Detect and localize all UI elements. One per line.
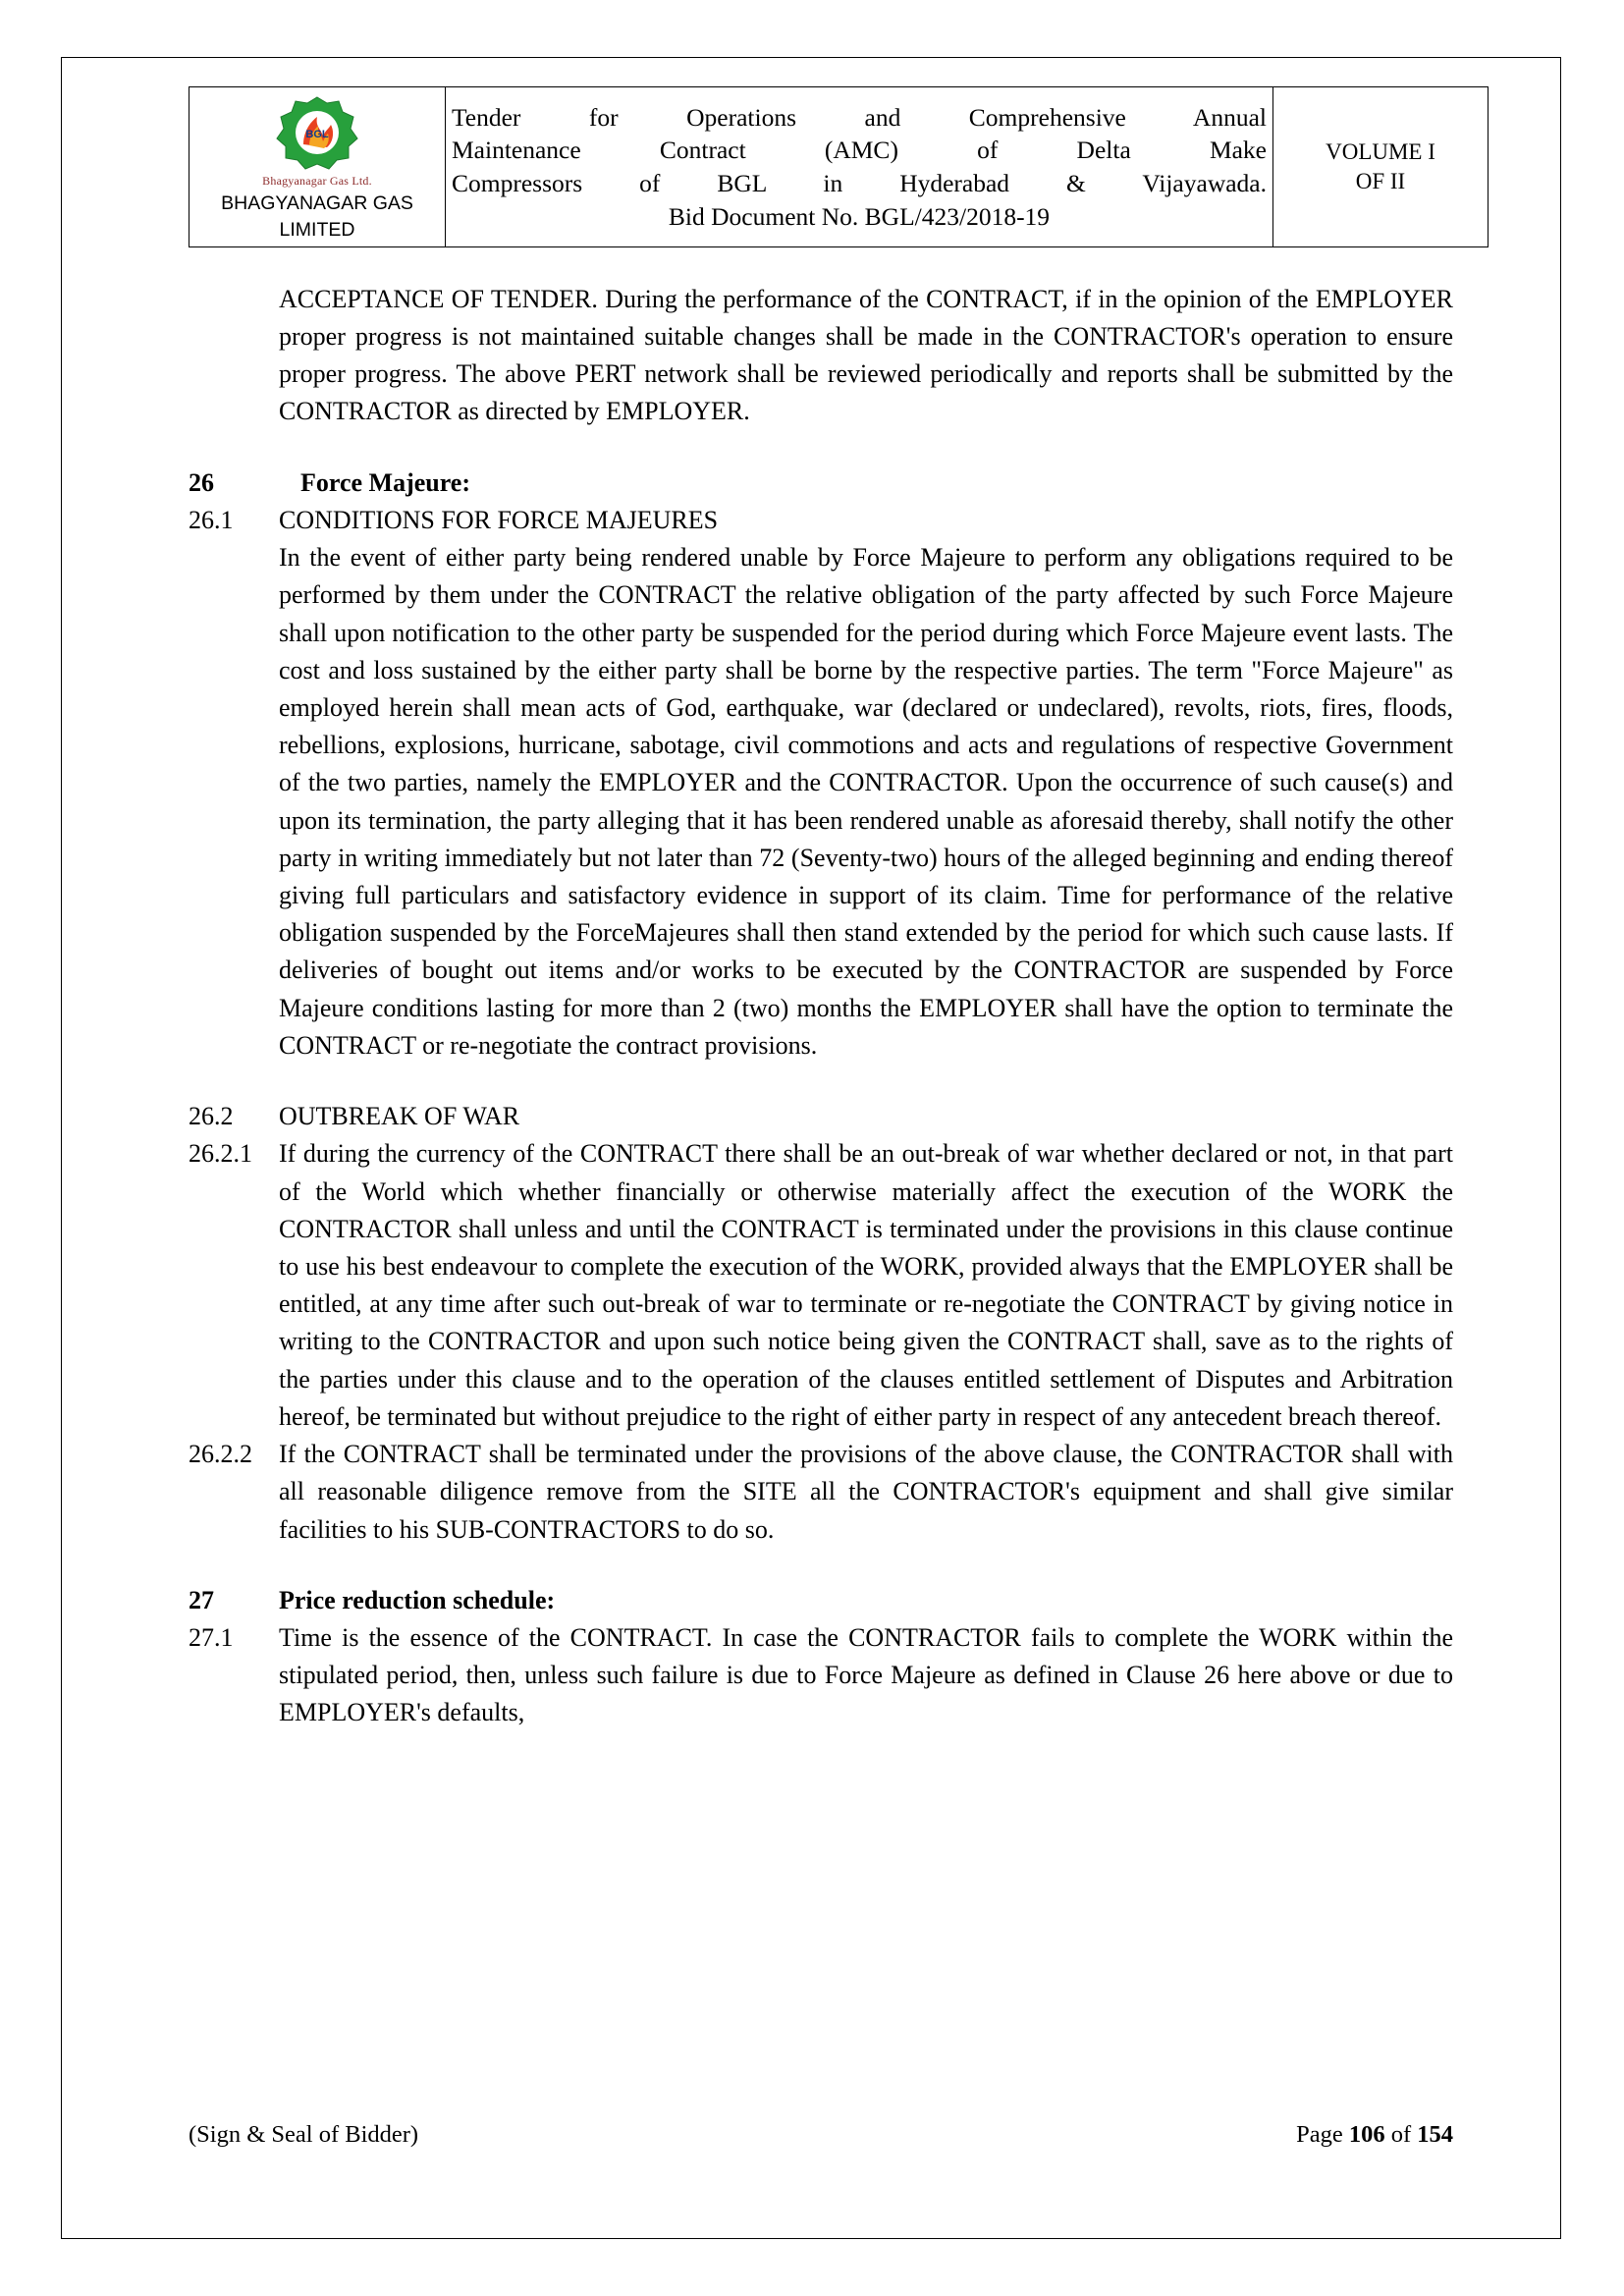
page-footer xyxy=(189,2121,1453,2149)
clause-number-26-2: 26.2 xyxy=(189,1102,234,1131)
spacer xyxy=(189,247,1453,281)
section-title-26: Force Majeure: xyxy=(300,467,470,497)
volume-line-1: VOLUME I xyxy=(1326,138,1435,164)
section-heading-26 xyxy=(189,465,1453,502)
svg-text:BGL: BGL xyxy=(305,129,329,140)
clause-text-26-2-2: If the CONTRACT shall be terminated under the provisions of the above clause, the CONTRACTOR shall with all reasonable diligence remove from the SITE all the CONTRACTOR's equipment and shall give similar facilities to his SUB-CONTRACTORS to do so. xyxy=(279,1440,1453,1544)
spacer xyxy=(189,1549,1453,1582)
bid-document-number: Bid Document No. BGL/423/2018-19 xyxy=(668,201,1051,231)
clause-number-26-1: 26.1 xyxy=(189,505,234,534)
section-title-27: Price reduction schedule: xyxy=(279,1585,556,1614)
clause-title-26-1: CONDITIONS FOR FORCE MAJEURES xyxy=(279,505,719,534)
footer-total-pages: 154 xyxy=(1417,2121,1453,2148)
header-row xyxy=(189,87,1489,247)
clause-27-1 xyxy=(189,1619,1453,1732)
footer-page-info xyxy=(1296,2121,1453,2149)
company-name-line1: BHAGYANAGAR GAS xyxy=(221,192,413,214)
clause-number-26-2-1: 26.2.1 xyxy=(189,1139,252,1169)
clause-text-26-2-1: If during the currency of the CONTRACT there shall be an out-break of war whether declared or not, in that part of the World which whether financially or otherwise materially affect the execution of the WORK the CONTRACTOR shall unless and until the CONTRACT is terminated under the provisions in this clause continue to use his best endeavour to complete the execution of the WORK, provided always that the EMPLOYER shall be entitled, at any time after such out-break of war to terminate or re-negotiate the CONTRACT by giving notice in writing to the CONTRACTOR and upon such notice being given the CONTRACT shall, save as to the rights of the parties under this clause and to the operation of the clauses entitled settlement of Disputes and Arbitration hereof, be terminated but without prejudice to the right of either party in respect of any antecedent breach thereof. xyxy=(279,1139,1453,1431)
clause-26-2-title xyxy=(189,1098,1453,1135)
section-number-27: 27 xyxy=(189,1585,214,1614)
continued-paragraph: ACCEPTANCE OF TENDER. During the performance of the CONTRACT, if in the opinion of the EMPLOYER proper progress is not maintained suitable changes shall be made in the CONTRACTOR's operation to ensure proper progress. The above PERT network shall be reviewed periodically and reports shall be submitted by the CONTRACTOR as directed by EMPLOYER. xyxy=(279,284,1453,426)
tender-title-line-2: Maintenance Contract (AMC) of Delta Make xyxy=(452,136,1267,165)
footer-sign-seal: (Sign & Seal of Bidder) xyxy=(189,2121,419,2148)
section-heading-27 xyxy=(189,1582,1453,1619)
tender-title-cell xyxy=(446,87,1273,247)
tender-title-line-3: Compressors of BGL in Hyderabad & Vijayawada. xyxy=(452,168,1267,197)
clause-26-1-title xyxy=(189,502,1453,539)
bgl-logo-icon xyxy=(270,93,364,178)
spacer xyxy=(189,1065,1453,1098)
volume-line-2: OF II xyxy=(1355,168,1406,193)
volume-cell xyxy=(1273,87,1489,247)
clause-26-2-2 xyxy=(189,1436,1453,1549)
tender-title-line-1: Tender for Operations and Comprehensive Annual xyxy=(452,102,1267,132)
clause-26-2-1 xyxy=(189,1135,1453,1436)
clause-title-26-2: OUTBREAK OF WAR xyxy=(279,1102,520,1131)
logo-cell xyxy=(189,87,446,247)
footer-page-word: Page xyxy=(1296,2121,1343,2148)
company-name-line2: LIMITED xyxy=(279,219,355,242)
page-content xyxy=(189,86,1453,1732)
footer-of-word: of xyxy=(1390,2121,1412,2148)
section-number-26: 26 xyxy=(189,467,214,497)
clause-26-1-text: In the event of either party being rendered unable by Force Majeure to perform any obligations required to be performed by them under the CONTRACT the relative obligation of the party affected by such Force Majeure shall upon notification to the other party be suspended for the period during which Force Majeure event lasts. The cost and loss sustained by the either party shall be borne by the respective parties. The term "Force Majeure" as employed herein shall mean acts of God, earthquake, war (declared or undeclared), revolts, riots, fires, floods, rebellions, explosions, hurricane, sabotage, civil commotions and acts and regulations of respective Government of the two parties, namely the EMPLOYER and the CONTRACTOR. Upon the occurrence of such cause(s) and upon its termination, the party alleging that it has been rendered unable as aforesaid thereby, shall notify the other party in writing immediately but not later than 72 (Seventy-two) hours of the alleged beginning and ending thereof giving full particulars and satisfactory evidence in support of its claim. Time for performance of the relative obligation suspended by the ForceMajeures shall then stand extended by the period for which such cause lasts. If deliveries of bought out items and/or works to be executed by the CONTRACTOR are suspended by Force Majeure conditions lasting for more than 2 (two) months the EMPLOYER shall have the option to terminate the CONTRACT or re-negotiate the contract provisions. xyxy=(279,543,1453,1060)
clause-number-27-1: 27.1 xyxy=(189,1622,234,1652)
clause-number-26-2-2: 26.2.2 xyxy=(189,1440,252,1469)
document-header-table xyxy=(189,86,1489,247)
footer-page-number: 106 xyxy=(1348,2121,1385,2148)
logo-caption: Bhagyanagar Gas Ltd. xyxy=(262,174,372,188)
spacer xyxy=(189,431,1453,465)
clause-text-27-1: Time is the essence of the CONTRACT. In case the CONTRACTOR fails to complete the WORK within the stipulated period, then, unless such failure is due to Force Majeure as defined in Clause 26 here above or due to EMPLOYER's defaults, xyxy=(279,1622,1453,1727)
